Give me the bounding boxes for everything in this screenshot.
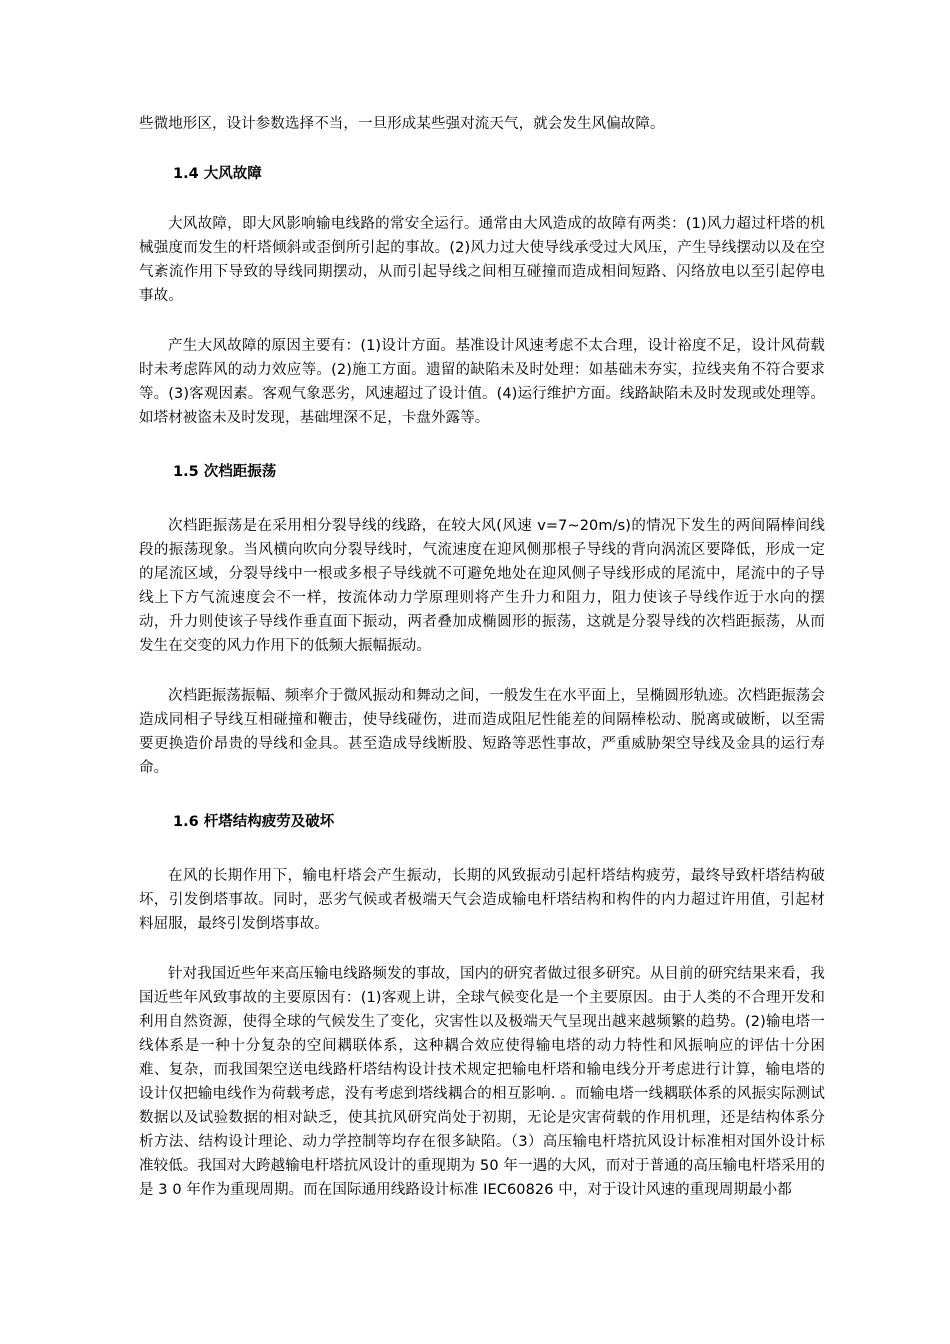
section-heading-1-4: 1.4 大风故障 [173,166,262,182]
document-page [139,112,825,1202]
paragraph-research-causes: 针对我国近些年来高压输电线路频发的事故，国内的研究者做过很多研究。从目前的研究结果来看，我国近些年风致事故的主要原因有：(1)客观上讲，全球气候变化是一个主要原因。由于人类的不合理开发和利用自然资源，使得全球的气候发生了变化，灾害性以及极端天气呈现出越来越频繁的趋势。(2)输电塔一线体系是一种十分复杂的空间耦联体系，这种耦合效应使得输电塔的动力特性和风振响应的评估十分困难、复杂，而我国架空送电线路杆塔结构设计技术规定把输电杆塔和输电线分开考虑进行计算，输电塔的设计仅把输电线作为荷载考虑，没有考虑到塔线耦合的相互影响. 。而输电塔一线耦联体系的风振实际测试数据以及试验数据的相对缺乏，使其抗风研究尚处于初期，无论是灾害荷载的作用机理，还是结构体系分析方法、结构设计理论、动力学控制等均存在很多缺陷。（3）高压输电杆塔抗风设计标准相对国外设计标准较低。我国对大跨越输电杆塔抗风设计的重现期为 50 年一遇的大风，而对于普通的高压输电杆塔采用的是 3 0 年作为重现周期。而在国际通用线路设计标准 IEC60826 中，对于设计风速的重现周期最小都 [139,966,825,1198]
paragraph-subspan-effects: 次档距振荡振幅、频率介于微风振动和舞动之间，一般发生在水平面上，呈椭圆形轨迹。次档距振荡会造成同相子导线互相碰撞和鞭击，使导线碰伤，进而造成阻尼性能差的间隔棒松动、脱离或破断，以至需要更换造价昂贵的导线和金具。甚至造成导线断股、短路等恶性事故，严重威胁架空导线及金具的运行寿命。 [139,688,825,776]
paragraph-continuation: 些微地形区，设计参数选择不当，一旦形成某些强对流天气，就会发生风偏故障。 [139,116,665,132]
paragraph-wind-fault-definition: 大风故障，即大风影响输电线路的常安全运行。通常由大风造成的故障有两类：(1)风力超过杆塔的机械强度而发生的杆塔倾斜或歪倒所引起的事故。(2)风力过大使导线承受过大风压，产生导线摆动以及在空气紊流作用下导致的导线同期摆动，从而引起导线之间相互碰撞而造成相间短路、闪络放电以至引起停电事故。 [139,216,825,304]
section-heading-1-5: 1.5 次档距振荡 [173,464,277,480]
paragraph-wind-fault-causes: 产生大风故障的原因主要有：(1)设计方面。基准设计风速考虑不太合理，设计裕度不足，设计风荷载时未考虑阵风的动力效应等。(2)施工方面。遗留的缺陷未及时处理：如基础未夯实，拉线夹角不符合要求等。(3)客观因素。客观气象恶劣，风速超过了设计值。(4)运行维护方面。线路缺陷未及时发现或处理等。如塔材被盗未及时发现，基础埋深不足，卡盘外露等。 [139,338,825,426]
paragraph-subspan-oscillation: 次档距振荡是在采用相分裂导线的线路，在较大风(风速 v=7~20m/s)的情况下发生的两间隔棒间线段的振荡现象。当风横向吹向分裂导线时，气流速度在迎风侧那根子导线的背向涡流区要降低，形成一定的尾流区域，分裂导线中一根或多根子导线就不可避免地处在迎风侧子导线形成的尾流中，尾流中的子导线上下方气流速度会不一样，按流体动力学原理则将产生升力和阻力，阻力使该子导线作近于水向的摆动，升力则使该子导线作垂直面下振动，两者叠加成椭圆形的振荡，这就是分裂导线的次档距振荡，从而发生在交变的风力作用下的低频大振幅振动。 [139,518,825,654]
section-heading-1-6: 1.6 杆塔结构疲劳及破坏 [173,814,335,830]
paragraph-tower-fatigue: 在风的长期作用下，输电杆塔会产生振动，长期的风致振动引起杆塔结构疲劳，最终导致杆塔结构破坏，引发倒塔事故。同时，恶劣气候或者极端天气会造成输电杆塔结构和构件的内力超过许用值，引起材料屈服，最终引发倒塔事故。 [139,868,825,932]
